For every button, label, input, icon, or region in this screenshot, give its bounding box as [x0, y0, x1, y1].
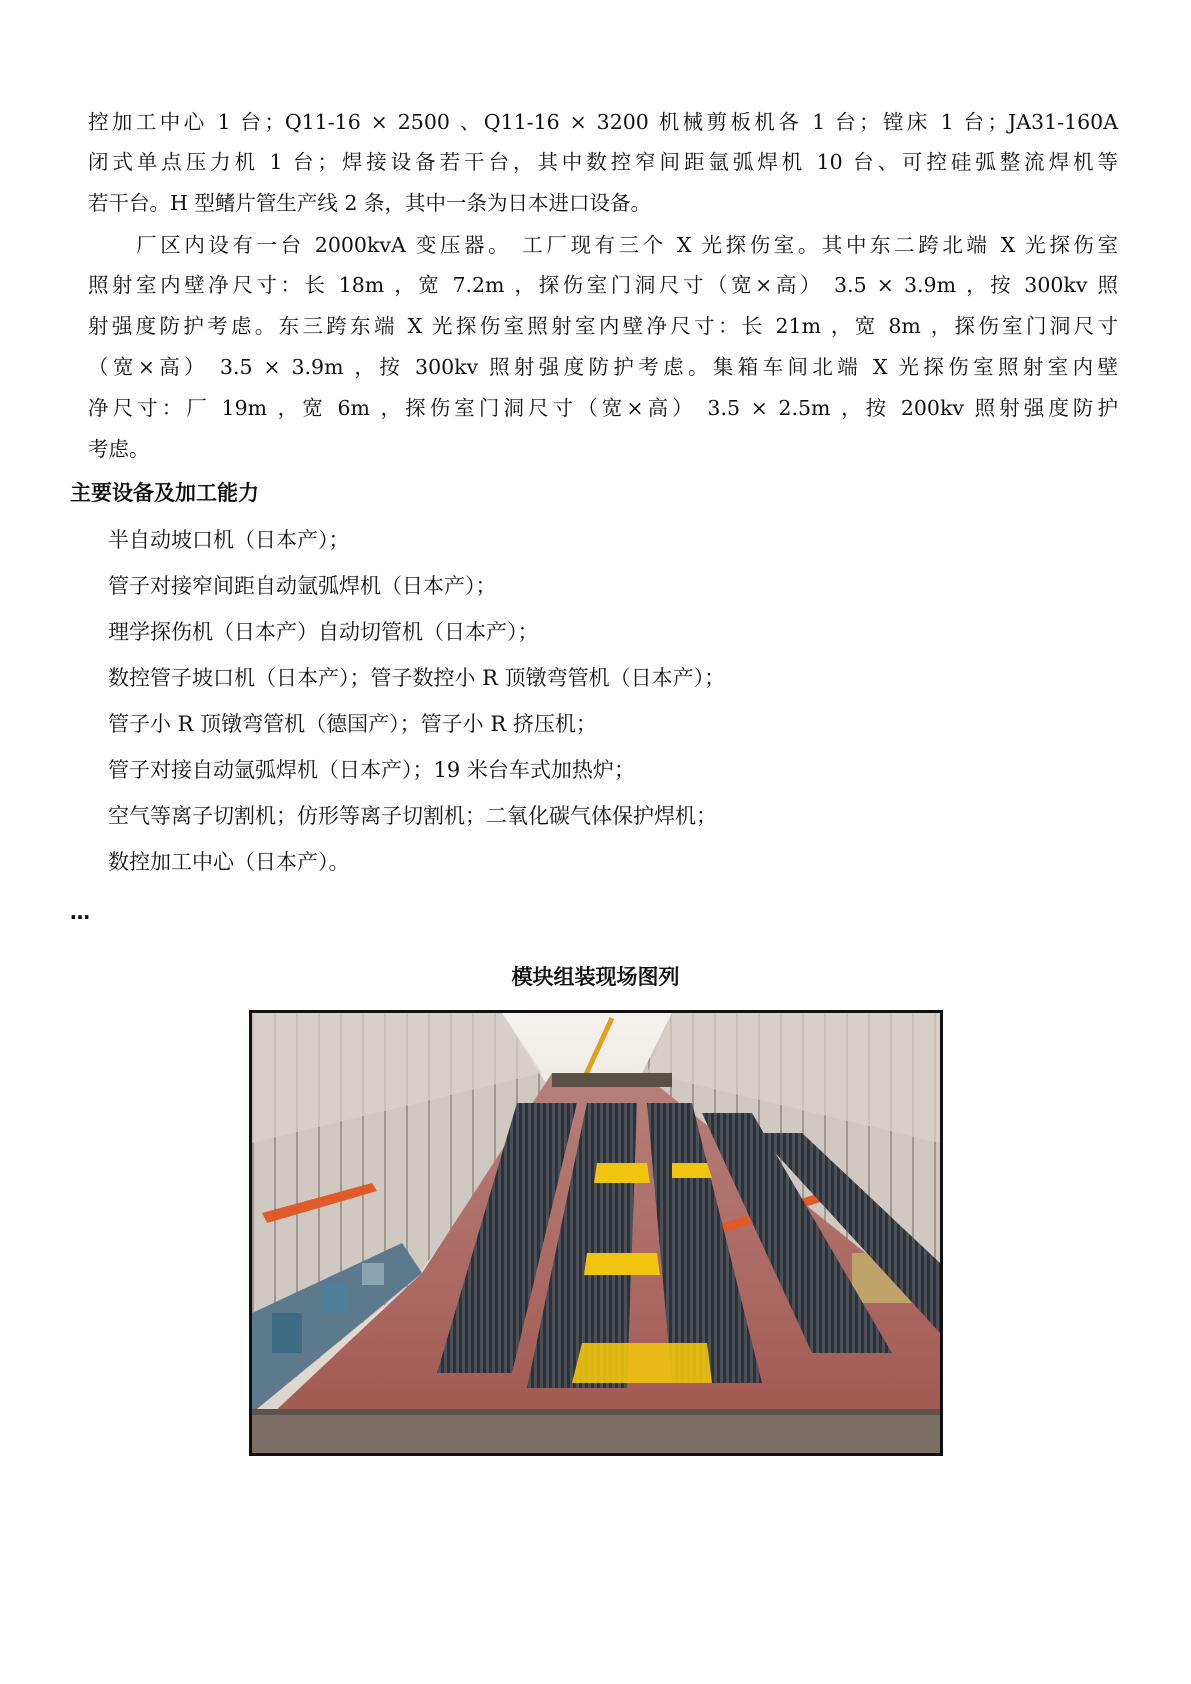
list-item: 管子小 R 顶镦弯管机（德国产）；管子小 R 挤压机；	[108, 712, 597, 736]
list-item: 数控加工中心（日本产）。	[108, 850, 350, 874]
paragraph1-line-2: 闭式单点压力机 1 台；焊接设备若干台，其中数控窄间距氩弧焊机 10 台、可控硅弧整流焊机等	[88, 150, 1118, 174]
list-item: 空气等离子切割机；仿形等离子切割机；二氧化碳气体保护焊机；	[108, 804, 717, 828]
paragraph2-line-1: 厂区内设有一台 2000kvA 变压器。 工厂现有三个 X 光探伤室。其中东二跨北端 X 光探伤室	[88, 233, 1118, 257]
paragraph2-line-2: 照射室内壁净尺寸：长 18m ，宽 7.2m ，探伤室门洞尺寸（宽×高） 3.5 × 3.9m ，按 300kv 照	[88, 273, 1118, 297]
list-item: 半自动坡口机（日本产）；	[108, 528, 350, 552]
paragraph1-line-3: 若干台。H 型鳍片管生产线 2 条，其中一条为日本进口设备。	[88, 191, 651, 215]
factory-hall-image	[252, 1013, 940, 1453]
list-item: 管子对接窄间距自动氩弧焊机（日本产）；	[108, 574, 497, 598]
list-item: 数控管子坡口机（日本产）；管子数控小 R 顶镦弯管机（日本产）；	[108, 666, 726, 690]
paragraph2-line-4: （宽×高） 3.5 × 3.9m ，按 300kv 照射强度防护考虑。集箱车间北端 X 光探伤室照射室内壁	[88, 355, 1118, 379]
figure-caption: 模块组装现场图列	[511, 965, 680, 989]
list-item: 管子对接自动氩弧焊机（日本产）；19 米台车式加热炉；	[108, 758, 635, 782]
paragraph2-line-5: 净尺寸：厂 19m ，宽 6m ，探伤室门洞尺寸（宽×高） 3.5 × 2.5m ，按 200kv 照射强度防护	[88, 396, 1118, 420]
factory-photo	[249, 1010, 943, 1456]
paragraph1-line-1: 控加工中心 1 台；Q11-16 × 2500 、Q11-16 × 3200 机械剪板机各 1 台；镗床 1 台；JA31-160A	[88, 110, 1118, 134]
paragraph2-line-6: 考虑。	[88, 437, 150, 461]
list-item: 理学探伤机（日本产）自动切管机（日本产）；	[108, 620, 539, 644]
paragraph2-line-3: 射强度防护考虑。东三跨东端 X 光探伤室照射室内壁净尺寸：长 21m ，宽 8m ，探伤室门洞尺寸	[88, 314, 1118, 338]
ellipsis: …	[70, 900, 90, 924]
section-heading: 主要设备及加工能力	[70, 481, 259, 505]
